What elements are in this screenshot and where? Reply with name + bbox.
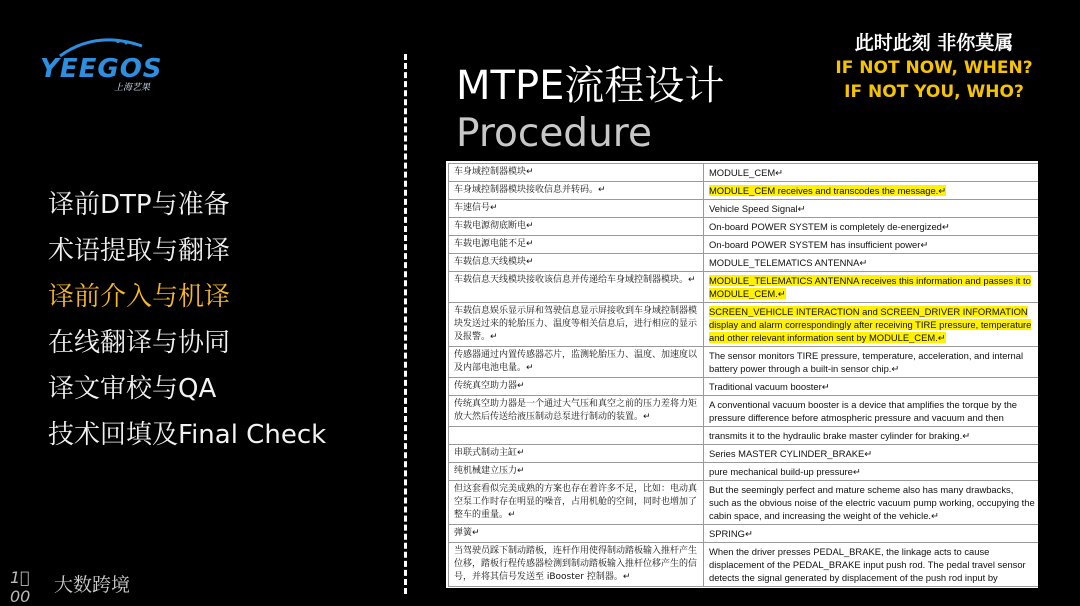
table-row [449, 525, 1039, 543]
slogan-cn: 此时此刻 非你莫属 [854, 32, 1014, 54]
target-text: pure mechanical build-up pressure↵ [709, 466, 861, 477]
target-text: MODULE_CEM↵ [709, 167, 784, 178]
source-cell[interactable]: 纯机械建立压力↵ [449, 463, 704, 481]
table-row [449, 445, 1039, 463]
target-text: But the seemingly perfect and mature scheme also has many drawbacks, such as the obvious noise of the electric vacuum pump working, occupying the cabin space, and increasing the weight of the vehicle.↵ [709, 484, 1035, 521]
source-cell[interactable]: 车载信息娱乐显示屏和驾驶信息显示屏接收到车身域控制器模块发送过来的轮胎压力、温度等相关信息后，进行相应的显示及报警。↵ [449, 303, 704, 347]
menu-item-review-qa[interactable]: 译文审校与QA [48, 374, 217, 404]
table-row [449, 481, 1039, 525]
target-cell[interactable] [704, 445, 1039, 463]
bilingual-table [448, 163, 1038, 587]
source-cell[interactable]: 弹簧↵ [449, 525, 704, 543]
target-cell[interactable] [704, 463, 1039, 481]
source-cell[interactable]: 串联式制动主缸↵ [449, 445, 704, 463]
target-text: A conventional vacuum booster is a device that amplifies the torque by the pressure difference before atmospheric pressure and vacuum and then [709, 399, 1017, 423]
source-cell[interactable]: 车速信号↵ [449, 200, 704, 218]
source-cell[interactable]: 车载信息天线模块接收该信息并传递给车身域控制器模块。↵ [449, 272, 704, 303]
target-cell[interactable] [704, 525, 1039, 543]
slogan [818, 30, 1050, 104]
slogan-en-2: IF NOT YOU, WHO? [844, 82, 1024, 102]
source-cell[interactable]: 传统真空助力器是一个通过大气压和真空之前的压力差将力矩放大然后传送给液压制动总泵进行制动的装置。↵ [449, 396, 704, 427]
target-text: MODULE_TELEMATICS ANTENNA↵ [709, 257, 868, 268]
menu-item-dtp[interactable]: 译前DTP与准备 [48, 190, 230, 220]
highlighted-text: SCREEN_VEHICLE INTERACTION and SCREEN_DRIVER INFORMATION display and alarm correspondingly after receiving TIRE pressure, temperature and other relevant information sent by MODULE_CEM.↵ [709, 306, 1032, 343]
source-cell[interactable] [449, 427, 704, 445]
footer-mark-icon: 1⃝ 00 [10, 568, 31, 606]
target-cell[interactable] [704, 200, 1039, 218]
yeegos-logo [38, 36, 163, 93]
source-cell[interactable]: 车身域控制器模块↵ [449, 164, 704, 182]
page-subtitle: Procedure [456, 111, 652, 156]
table-row [449, 218, 1039, 236]
target-text: When the driver presses PEDAL_BRAKE, the linkage acts to cause displacement of the PEDAL_BRAKE input push rod. The pedal travel sensor detects the signal generated by displacement of the push rod input by [709, 546, 1026, 583]
table-row [449, 463, 1039, 481]
page-title: MTPE流程设计 [456, 63, 725, 109]
source-cell[interactable]: 当驾驶员踩下制动踏板，连杆作用使得制动踏板输入推杆产生位移，踏板行程传感器检测到制动踏板输入推杆位移产生的信号，并将其信号发送至 iBooster 控制器。↵ [449, 543, 704, 587]
bilingual-table-document [446, 161, 1038, 588]
target-cell[interactable] [704, 236, 1039, 254]
menu-item-final-check[interactable]: 技术回填及Final Check [48, 420, 327, 450]
menu-item-online-translation[interactable]: 在线翻译与协同 [48, 328, 231, 358]
table-row [449, 347, 1039, 378]
source-cell[interactable]: 车载电源电能不足↵ [449, 236, 704, 254]
target-cell[interactable] [704, 182, 1039, 200]
table-row [449, 182, 1039, 200]
menu-item-terminology[interactable]: 术语提取与翻译 [48, 236, 231, 266]
target-cell[interactable] [704, 396, 1039, 427]
table-row [449, 254, 1039, 272]
logo-wordmark: YEEGOS [40, 54, 163, 84]
target-text: transmits it to the hydraulic brake master cylinder for braking.↵ [709, 430, 971, 441]
target-text: SPRING↵ [709, 528, 753, 539]
target-text: The sensor monitors TIRE pressure, temperature, acceleration, and internal battery power through a built-in sensor chip.↵ [709, 350, 1024, 374]
target-text: Vehicle Speed Signal↵ [709, 203, 806, 214]
target-cell[interactable] [704, 427, 1039, 445]
target-cell[interactable] [704, 164, 1039, 182]
target-text: Traditional vacuum booster↵ [709, 381, 830, 392]
source-cell[interactable]: 车身域控制器模块接收信息并转码。↵ [449, 182, 704, 200]
table-row [449, 543, 1039, 587]
table-row [449, 427, 1039, 445]
menu-item-mt[interactable]: 译前介入与机译 [48, 282, 231, 312]
table-row [449, 272, 1039, 303]
source-cell[interactable]: 传统真空助力器↵ [449, 378, 704, 396]
target-cell[interactable] [704, 378, 1039, 396]
target-text: On-board POWER SYSTEM is completely de-energized↵ [709, 221, 950, 232]
table-row [449, 396, 1039, 427]
logo-subtitle: 上海艺果 [114, 83, 151, 93]
source-cell[interactable]: 车载电源彻底断电↵ [449, 218, 704, 236]
table-row [449, 236, 1039, 254]
table-row [449, 303, 1039, 347]
target-cell[interactable] [704, 254, 1039, 272]
procedure-menu [48, 182, 326, 458]
target-cell[interactable] [704, 218, 1039, 236]
target-cell[interactable] [704, 543, 1039, 587]
highlighted-text: MODULE_CEM receives and transcodes the message.↵ [709, 185, 947, 196]
source-cell[interactable]: 车载信息天线模块↵ [449, 254, 704, 272]
table-row [449, 164, 1039, 182]
slogan-en-1: IF NOT NOW, WHEN? [835, 58, 1033, 78]
highlighted-text: MODULE_TELEMATICS ANTENNA receives this information and passes it to MODULE_CEM.↵ [709, 275, 1031, 299]
source-cell[interactable]: 传感器通过内置传感器芯片，监测轮胎压力、温度、加速度以及内部电池电量。↵ [449, 347, 704, 378]
target-text: Series MASTER CYLINDER_BRAKE↵ [709, 448, 873, 459]
target-cell[interactable] [704, 303, 1039, 347]
source-cell[interactable]: 但这套看似完美成熟的方案也存在着许多不足，比如：电动真空泵工作时存在明显的噪音，占用机舱的空间，同时也增加了整车的重量。↵ [449, 481, 704, 525]
footer-text: 大数跨境 [54, 574, 131, 596]
target-cell[interactable] [704, 481, 1039, 525]
table-row [449, 378, 1039, 396]
dashed-divider [404, 54, 407, 594]
target-text: On-board POWER SYSTEM has insufficient power↵ [709, 239, 929, 250]
table-row [449, 200, 1039, 218]
target-cell[interactable] [704, 272, 1039, 303]
target-cell[interactable] [704, 347, 1039, 378]
